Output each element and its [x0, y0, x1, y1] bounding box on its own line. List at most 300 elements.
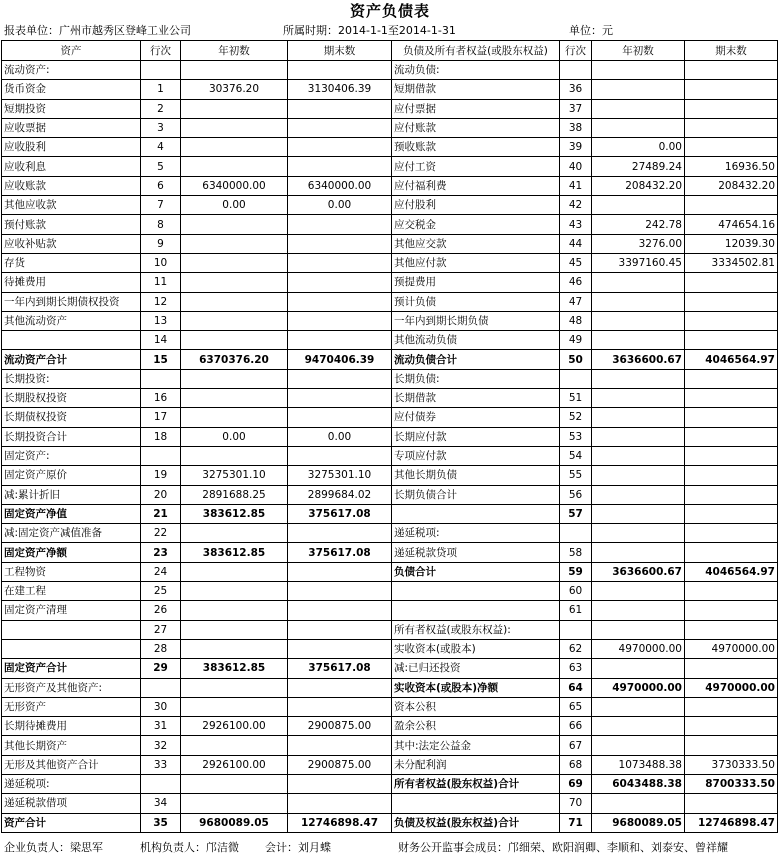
liability-begin-value: 3636600.67	[592, 562, 685, 581]
liability-begin-value	[592, 99, 685, 118]
table-row	[2, 485, 778, 504]
liability-begin-value	[592, 446, 685, 465]
table-row	[2, 620, 778, 639]
asset-begin-value: 383612.85	[181, 543, 288, 562]
liability-begin-value	[592, 369, 685, 388]
table-row	[2, 755, 778, 774]
liability-line-no: 59	[560, 562, 592, 581]
liability-name: 长期负债:	[392, 369, 560, 388]
table-row	[2, 350, 778, 369]
header-assets: 资产	[2, 41, 141, 61]
asset-line-no: 14	[141, 331, 181, 350]
asset-line-no: 7	[141, 196, 181, 215]
liability-line-no	[560, 369, 592, 388]
asset-begin-value	[181, 311, 288, 330]
liability-line-no: 48	[560, 311, 592, 330]
liability-begin-value	[592, 601, 685, 620]
liability-name: 递延税项:	[392, 524, 560, 543]
table-row	[2, 138, 778, 157]
liability-name: 流动负债合计	[392, 350, 560, 369]
asset-line-no: 21	[141, 504, 181, 523]
liability-begin-value: 4970000.00	[592, 639, 685, 658]
asset-name: 应收股利	[2, 138, 141, 157]
asset-name: 应收票据	[2, 118, 141, 137]
asset-line-no: 9	[141, 234, 181, 253]
liability-line-no: 52	[560, 408, 592, 427]
liability-name: 其他应交款	[392, 234, 560, 253]
asset-end-value	[288, 697, 392, 716]
footer-enterprise-head: 企业负责人：梁思军	[4, 841, 103, 854]
asset-end-value: 375617.08	[288, 504, 392, 523]
liability-begin-value	[592, 118, 685, 137]
table-row	[2, 273, 778, 292]
liability-begin-value	[592, 582, 685, 601]
table-row	[2, 582, 778, 601]
liability-begin-value: 242.78	[592, 215, 685, 234]
page-title: 资产负债表	[349, 2, 430, 20]
liability-name: 专项应付款	[392, 446, 560, 465]
liability-end-value: 208432.20	[685, 176, 778, 195]
asset-name: 减:累计折旧	[2, 485, 141, 504]
liability-name: 流动负债:	[392, 61, 560, 80]
asset-line-no: 13	[141, 311, 181, 330]
liability-line-no: 55	[560, 466, 592, 485]
liability-end-value: 4046564.97	[685, 562, 778, 581]
liability-begin-value	[592, 794, 685, 813]
liability-begin-value	[592, 736, 685, 755]
table-row	[2, 736, 778, 755]
asset-begin-value	[181, 697, 288, 716]
asset-begin-value: 0.00	[181, 196, 288, 215]
liability-name: 应付股利	[392, 196, 560, 215]
asset-end-value: 3275301.10	[288, 466, 392, 485]
liability-end-value	[685, 138, 778, 157]
liability-line-no: 64	[560, 678, 592, 697]
table-row	[2, 774, 778, 793]
table-row	[2, 408, 778, 427]
liability-name: 长期负债合计	[392, 485, 560, 504]
asset-name: 减:固定资产减值准备	[2, 524, 141, 543]
currency-unit: 单位：元	[569, 24, 613, 37]
liability-begin-value	[592, 524, 685, 543]
asset-name	[2, 639, 141, 658]
asset-end-value	[288, 601, 392, 620]
liability-line-no: 67	[560, 736, 592, 755]
report-unit: 报表单位：广州市越秀区登峰工业公司	[4, 24, 191, 37]
liability-begin-value	[592, 292, 685, 311]
asset-line-no: 26	[141, 601, 181, 620]
liability-end-value	[685, 80, 778, 99]
asset-name: 长期股权投资	[2, 389, 141, 408]
asset-end-value: 0.00	[288, 427, 392, 446]
asset-line-no: 24	[141, 562, 181, 581]
signature-footer	[0, 840, 780, 856]
asset-begin-value	[181, 292, 288, 311]
liability-line-no	[560, 61, 592, 80]
asset-name: 固定资产原价	[2, 466, 141, 485]
asset-end-value: 2900875.00	[288, 755, 392, 774]
table-row	[2, 292, 778, 311]
asset-begin-value	[181, 620, 288, 639]
table-row	[2, 466, 778, 485]
asset-end-value: 2900875.00	[288, 717, 392, 736]
liability-name: 负债合计	[392, 562, 560, 581]
table-row	[2, 562, 778, 581]
footer-board: 财务公开监事会成员：邝细荣、欧阳润卿、李顺和、刘泰安、曾祥耀	[398, 841, 728, 854]
asset-name: 在建工程	[2, 582, 141, 601]
table-row	[2, 717, 778, 736]
liability-name: 负债及权益(股东权益)合计	[392, 813, 560, 832]
asset-name: 工程物资	[2, 562, 141, 581]
asset-end-value	[288, 678, 392, 697]
asset-line-no: 18	[141, 427, 181, 446]
liability-line-no: 42	[560, 196, 592, 215]
asset-line-no: 1	[141, 80, 181, 99]
liability-line-no: 56	[560, 485, 592, 504]
table-row	[2, 524, 778, 543]
liability-end-value	[685, 408, 778, 427]
liability-end-value	[685, 524, 778, 543]
asset-line-no: 19	[141, 466, 181, 485]
liability-name: 应付工资	[392, 157, 560, 176]
asset-begin-value	[181, 774, 288, 793]
asset-line-no	[141, 446, 181, 465]
asset-begin-value	[181, 601, 288, 620]
liability-end-value	[685, 485, 778, 504]
liability-begin-value: 27489.24	[592, 157, 685, 176]
asset-begin-value	[181, 234, 288, 253]
asset-name: 应收利息	[2, 157, 141, 176]
asset-begin-value	[181, 157, 288, 176]
asset-begin-value: 0.00	[181, 427, 288, 446]
liability-name: 其他长期负债	[392, 466, 560, 485]
asset-line-no	[141, 774, 181, 793]
liability-end-value	[685, 504, 778, 523]
liability-begin-value	[592, 196, 685, 215]
asset-name: 固定资产净额	[2, 543, 141, 562]
asset-end-value	[288, 292, 392, 311]
asset-begin-value	[181, 138, 288, 157]
liability-end-value: 4970000.00	[685, 678, 778, 697]
asset-name: 流动资产:	[2, 61, 141, 80]
asset-line-no: 33	[141, 755, 181, 774]
liability-name: 所有者权益(或股东权益):	[392, 620, 560, 639]
asset-name: 短期投资	[2, 99, 141, 118]
asset-line-no: 3	[141, 118, 181, 137]
table-row	[2, 61, 778, 80]
liability-end-value	[685, 543, 778, 562]
asset-name: 一年内到期长期债权投资	[2, 292, 141, 311]
liability-begin-value: 3636600.67	[592, 350, 685, 369]
asset-begin-value	[181, 524, 288, 543]
liability-name: 应付账款	[392, 118, 560, 137]
asset-begin-value	[181, 639, 288, 658]
asset-line-no: 35	[141, 813, 181, 832]
liability-end-value	[685, 99, 778, 118]
asset-end-value	[288, 99, 392, 118]
liability-end-value	[685, 794, 778, 813]
table-row	[2, 234, 778, 253]
asset-line-no: 34	[141, 794, 181, 813]
asset-end-value	[288, 582, 392, 601]
asset-begin-value: 383612.85	[181, 659, 288, 678]
header-liab-begin: 年初数	[592, 41, 685, 61]
table-row	[2, 196, 778, 215]
asset-begin-value	[181, 61, 288, 80]
liability-end-value	[685, 369, 778, 388]
liability-name	[392, 794, 560, 813]
header-row	[2, 41, 778, 61]
asset-line-no: 31	[141, 717, 181, 736]
asset-begin-value: 2926100.00	[181, 717, 288, 736]
liability-name: 所有者权益(股东权益)合计	[392, 774, 560, 793]
asset-line-no: 23	[141, 543, 181, 562]
liability-line-no: 70	[560, 794, 592, 813]
asset-name: 预付账款	[2, 215, 141, 234]
liability-end-value	[685, 659, 778, 678]
asset-begin-value	[181, 446, 288, 465]
header-liab-end: 期末数	[685, 41, 778, 61]
asset-line-no: 5	[141, 157, 181, 176]
asset-name: 固定资产:	[2, 446, 141, 465]
liability-begin-value: 3397160.45	[592, 253, 685, 272]
liability-begin-value	[592, 485, 685, 504]
asset-name: 资产合计	[2, 813, 141, 832]
asset-end-value	[288, 562, 392, 581]
liability-name	[392, 504, 560, 523]
asset-begin-value	[181, 99, 288, 118]
asset-end-value: 3130406.39	[288, 80, 392, 99]
liability-end-value	[685, 61, 778, 80]
asset-begin-value	[181, 273, 288, 292]
asset-name: 无形资产	[2, 697, 141, 716]
asset-begin-value: 2926100.00	[181, 755, 288, 774]
table-row	[2, 369, 778, 388]
liability-end-value: 4970000.00	[685, 639, 778, 658]
table-row	[2, 659, 778, 678]
liability-begin-value	[592, 697, 685, 716]
asset-name: 长期投资:	[2, 369, 141, 388]
asset-name: 应收补贴款	[2, 234, 141, 253]
liability-end-value	[685, 196, 778, 215]
asset-line-no: 8	[141, 215, 181, 234]
asset-line-no: 32	[141, 736, 181, 755]
asset-end-value	[288, 138, 392, 157]
asset-begin-value	[181, 408, 288, 427]
liability-begin-value: 1073488.38	[592, 755, 685, 774]
table-row	[2, 601, 778, 620]
liability-begin-value	[592, 427, 685, 446]
asset-end-value: 375617.08	[288, 659, 392, 678]
liability-begin-value	[592, 80, 685, 99]
header-asset-end: 期末数	[288, 41, 392, 61]
table-row	[2, 118, 778, 137]
liability-line-no: 41	[560, 176, 592, 195]
liability-line-no: 54	[560, 446, 592, 465]
liability-line-no: 50	[560, 350, 592, 369]
asset-line-no	[141, 61, 181, 80]
liability-name: 未分配利润	[392, 755, 560, 774]
liability-end-value	[685, 736, 778, 755]
liability-name	[392, 601, 560, 620]
liability-end-value	[685, 118, 778, 137]
asset-begin-value: 6370376.20	[181, 350, 288, 369]
balance-sheet-table	[1, 40, 778, 833]
liability-end-value	[685, 311, 778, 330]
asset-name	[2, 331, 141, 350]
table-row	[2, 504, 778, 523]
liability-begin-value	[592, 504, 685, 523]
asset-end-value: 9470406.39	[288, 350, 392, 369]
liability-begin-value	[592, 389, 685, 408]
table-row	[2, 157, 778, 176]
table-row	[2, 794, 778, 813]
liability-name: 实收资本(或股本)	[392, 639, 560, 658]
liability-end-value	[685, 582, 778, 601]
liability-name: 减:已归还投资	[392, 659, 560, 678]
asset-end-value	[288, 234, 392, 253]
asset-name: 长期投资合计	[2, 427, 141, 446]
header-asset-begin: 年初数	[181, 41, 288, 61]
asset-line-no: 6	[141, 176, 181, 195]
asset-line-no	[141, 678, 181, 697]
liability-end-value	[685, 697, 778, 716]
asset-end-value	[288, 253, 392, 272]
liability-name: 预提费用	[392, 273, 560, 292]
liability-line-no: 62	[560, 639, 592, 658]
liability-line-no: 71	[560, 813, 592, 832]
asset-end-value	[288, 794, 392, 813]
asset-name: 无形及其他资产合计	[2, 755, 141, 774]
table-row	[2, 80, 778, 99]
liability-line-no: 57	[560, 504, 592, 523]
liability-end-value: 16936.50	[685, 157, 778, 176]
liability-begin-value: 3276.00	[592, 234, 685, 253]
table-row	[2, 678, 778, 697]
liability-name: 应付福利费	[392, 176, 560, 195]
liability-begin-value: 208432.20	[592, 176, 685, 195]
liability-begin-value	[592, 659, 685, 678]
liability-end-value: 12746898.47	[685, 813, 778, 832]
liability-name: 一年内到期长期负债	[392, 311, 560, 330]
asset-name	[2, 620, 141, 639]
liability-line-no: 58	[560, 543, 592, 562]
header-liab-line: 行次	[560, 41, 592, 61]
liability-begin-value	[592, 466, 685, 485]
liability-end-value	[685, 446, 778, 465]
asset-begin-value	[181, 562, 288, 581]
liability-name: 应付债券	[392, 408, 560, 427]
liability-name	[392, 582, 560, 601]
asset-end-value: 375617.08	[288, 543, 392, 562]
asset-name: 长期债权投资	[2, 408, 141, 427]
asset-line-no: 11	[141, 273, 181, 292]
liability-line-no: 53	[560, 427, 592, 446]
asset-name: 无形资产及其他资产:	[2, 678, 141, 697]
liability-begin-value: 9680089.05	[592, 813, 685, 832]
liability-end-value	[685, 620, 778, 639]
asset-begin-value	[181, 253, 288, 272]
asset-begin-value	[181, 389, 288, 408]
asset-end-value: 12746898.47	[288, 813, 392, 832]
liability-line-no: 68	[560, 755, 592, 774]
liability-name: 资本公积	[392, 697, 560, 716]
asset-end-value	[288, 273, 392, 292]
liability-name: 其他流动负债	[392, 331, 560, 350]
liability-line-no: 43	[560, 215, 592, 234]
liability-line-no: 38	[560, 118, 592, 137]
liability-begin-value	[592, 61, 685, 80]
liability-line-no: 51	[560, 389, 592, 408]
liability-end-value	[685, 466, 778, 485]
liability-end-value: 3730333.50	[685, 755, 778, 774]
asset-name: 其他长期资产	[2, 736, 141, 755]
asset-end-value	[288, 736, 392, 755]
liability-name: 短期借款	[392, 80, 560, 99]
asset-name: 存货	[2, 253, 141, 272]
table-row	[2, 311, 778, 330]
liability-name: 盈余公积	[392, 717, 560, 736]
asset-line-no: 10	[141, 253, 181, 272]
table-row	[2, 215, 778, 234]
asset-end-value	[288, 157, 392, 176]
liability-name: 其他应付款	[392, 253, 560, 272]
liability-line-no	[560, 524, 592, 543]
asset-end-value	[288, 446, 392, 465]
asset-line-no: 27	[141, 620, 181, 639]
liability-line-no: 46	[560, 273, 592, 292]
table-row	[2, 99, 778, 118]
liability-name: 实收资本(或股本)净额	[392, 678, 560, 697]
asset-end-value: 0.00	[288, 196, 392, 215]
table-row	[2, 639, 778, 658]
liability-name: 递延税款贷项	[392, 543, 560, 562]
liability-line-no: 44	[560, 234, 592, 253]
liability-line-no: 61	[560, 601, 592, 620]
table-row	[2, 253, 778, 272]
asset-begin-value: 383612.85	[181, 504, 288, 523]
liability-begin-value: 0.00	[592, 138, 685, 157]
liability-name: 应交税金	[392, 215, 560, 234]
asset-name: 其他应收款	[2, 196, 141, 215]
liability-end-value	[685, 427, 778, 446]
asset-begin-value: 30376.20	[181, 80, 288, 99]
asset-begin-value: 6340000.00	[181, 176, 288, 195]
table-row	[2, 427, 778, 446]
asset-line-no: 29	[141, 659, 181, 678]
asset-line-no: 20	[141, 485, 181, 504]
table-row	[2, 446, 778, 465]
asset-line-no: 17	[141, 408, 181, 427]
liability-end-value: 474654.16	[685, 215, 778, 234]
liability-end-value: 3334502.81	[685, 253, 778, 272]
liability-begin-value: 6043488.38	[592, 774, 685, 793]
liability-begin-value: 4970000.00	[592, 678, 685, 697]
liability-line-no: 60	[560, 582, 592, 601]
liability-name: 长期借款	[392, 389, 560, 408]
liability-begin-value	[592, 543, 685, 562]
footer-accountant: 会计：刘月蝶	[265, 841, 331, 854]
asset-name: 货币资金	[2, 80, 141, 99]
asset-begin-value	[181, 118, 288, 137]
liability-end-value	[685, 292, 778, 311]
liability-line-no: 69	[560, 774, 592, 793]
liability-line-no: 40	[560, 157, 592, 176]
liability-end-value	[685, 389, 778, 408]
liability-line-no: 47	[560, 292, 592, 311]
asset-name: 长期待摊费用	[2, 717, 141, 736]
liability-begin-value	[592, 311, 685, 330]
